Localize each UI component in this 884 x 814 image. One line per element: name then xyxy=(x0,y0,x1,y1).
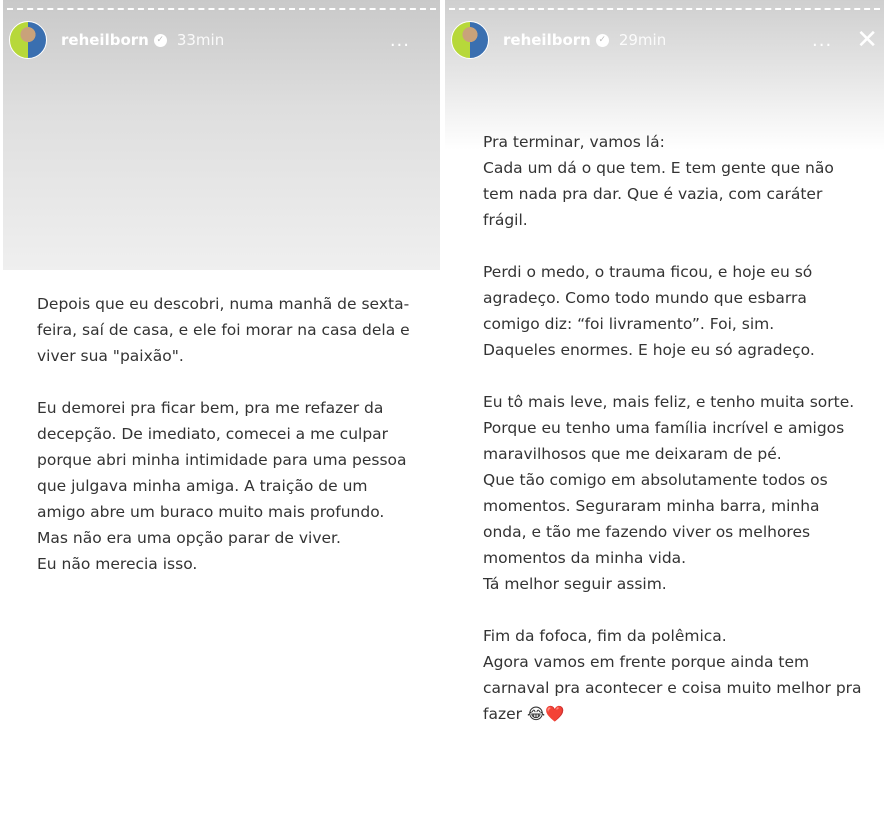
text-line: frágil. xyxy=(483,211,528,229)
text-line: Porque eu tenho uma família incrível e amigos xyxy=(483,419,845,437)
text-line: decepção. De imediato, comecei a me culpar xyxy=(37,425,389,443)
text-line: Daqueles enormes. E hoje eu só agradeço. xyxy=(483,341,815,359)
text-line: Eu tô mais leve, mais feliz, e tenho muita sorte. xyxy=(483,393,855,411)
text-line: carnaval pra acontecer e coisa muito melhor pra xyxy=(483,679,862,697)
story-progress-bar xyxy=(449,8,880,10)
close-icon[interactable]: ✕ xyxy=(856,25,878,55)
text-line: amigo abre um buraco muito mais profundo. xyxy=(37,503,385,521)
avatar[interactable] xyxy=(9,21,47,59)
story-time: 33min xyxy=(176,31,225,49)
text-line: Que tão comigo em absolutamente todos os xyxy=(483,471,828,489)
text-line: Pra terminar, vamos lá: xyxy=(483,133,665,151)
text-line: porque abri minha intimidade para uma pessoa xyxy=(37,451,407,469)
paragraph-gap xyxy=(483,363,883,389)
text-line: momentos da minha vida. xyxy=(483,549,687,567)
text-line: agradeço. Como todo mundo que esbarra xyxy=(483,289,807,307)
text-line: viver sua "paixão". xyxy=(37,347,184,365)
text-line: feira, saí de casa, e ele foi morar na casa dela e xyxy=(37,321,410,339)
text-line: Eu não merecia isso. xyxy=(37,555,198,573)
text-line: Agora vamos em frente porque ainda tem xyxy=(483,653,810,671)
paragraph-gap xyxy=(37,369,437,395)
story-header xyxy=(9,20,434,60)
username[interactable]: reheilborn xyxy=(503,31,591,49)
text-line: Fim da fofoca, fim da polêmica. xyxy=(483,627,727,645)
story-panel-2 xyxy=(445,0,884,814)
more-options-icon[interactable]: ... xyxy=(389,29,410,51)
more-options-icon[interactable]: ... xyxy=(812,29,833,51)
text-line: momentos. Seguraram minha barra, minha xyxy=(483,497,820,515)
paragraph-gap xyxy=(483,233,883,259)
story-text xyxy=(37,291,437,577)
verified-badge-icon: ✓ xyxy=(154,34,167,47)
story-header xyxy=(451,20,878,60)
story-time: 29min xyxy=(618,31,667,49)
story-panel-1 xyxy=(3,0,440,814)
text-line: Eu demorei pra ficar bem, pra me refazer da xyxy=(37,399,384,417)
verified-badge-icon: ✓ xyxy=(596,34,609,47)
avatar[interactable] xyxy=(451,21,489,59)
text-line: maravilhosos que me deixaram de pé. xyxy=(483,445,782,463)
text-line: fazer 😂❤️ xyxy=(483,705,565,723)
text-line: Depois que eu descobri, numa manhã de sexta- xyxy=(37,295,410,313)
text-line: tem nada pra dar. Que é vazia, com caráter xyxy=(483,185,823,203)
text-line: Tá melhor seguir assim. xyxy=(483,575,667,593)
story-progress-bar xyxy=(7,8,436,10)
text-line: Perdi o medo, o trauma ficou, e hoje eu só xyxy=(483,263,813,281)
text-line: Mas não era uma opção parar de viver. xyxy=(37,529,341,547)
text-line: comigo diz: “foi livramento”. Foi, sim. xyxy=(483,315,775,333)
username[interactable]: reheilborn xyxy=(61,31,149,49)
text-line: Cada um dá o que tem. E tem gente que não xyxy=(483,159,834,177)
paragraph-gap xyxy=(483,597,883,623)
text-line: que julgava minha amiga. A traição de um xyxy=(37,477,368,495)
story-text xyxy=(483,129,883,727)
text-line: onda, e tão me fazendo viver os melhores xyxy=(483,523,811,541)
